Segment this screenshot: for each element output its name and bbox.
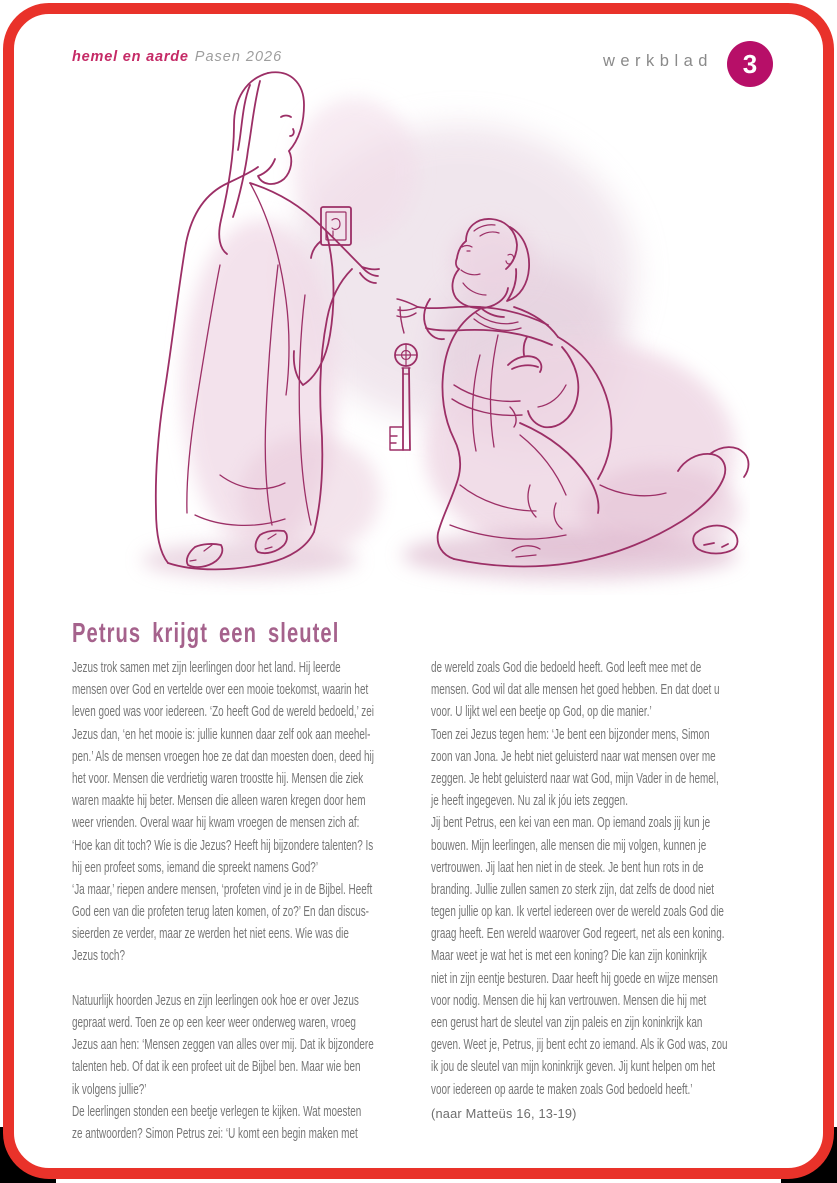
text-line: pen.’ Als de mensen vroegen hoe ze dat dan moesten doen, deed hij — [72, 748, 374, 765]
text-line: voor iedereen op aarde te maken zoals God bedoeld heeft.’ — [431, 1081, 693, 1098]
text-line: ik volgens jullie?’ — [72, 1081, 147, 1098]
text-line: zoon van Jona. Je hebt niet geluisterd naar wat mensen over me — [431, 748, 716, 765]
text-line: niet in zijn eentje besturen. Daar heeft hij goede en wijze mensen — [431, 970, 718, 987]
text-line — [72, 968, 422, 990]
text-line: Jij bent Petrus, een kei van een man. Op iemand zoals jij kun je — [431, 815, 711, 832]
text-line: tegen jullie op kan. Ik vertel iedereen over de wereld zoals God die — [431, 904, 724, 921]
right-text-column — [431, 657, 781, 1101]
text-line: ‘Hoe kan dit toch? Wie is die Jezus? Heeft hij bijzondere talenten? Is — [72, 837, 374, 854]
edition-text: Pasen 2026 — [194, 49, 283, 65]
text-line: geven. Weet je, Petrus, jij bent echt zo iemand. Als ik God was, zou — [431, 1037, 728, 1054]
text-line: Jezus aan hen: ‘Mensen zeggen van alles over mij. Dat ik bijzondere — [72, 1037, 374, 1054]
text-line: Jezus trok samen met zijn leerlingen door het land. Hij leerde — [72, 660, 341, 676]
text-line: Jezus dan, ‘en het mooie is: jullie kunnen daar zelf ook aan meehel- — [72, 726, 371, 743]
text-line: zeggen. Je hebt geluisterd naar wat God, mijn Vader in de hemel, — [431, 770, 719, 787]
text-line: een gerust hart de sleutel van zijn paleis en zijn koninkrijk kan — [431, 1015, 703, 1031]
text-line: talenten heb. Of dat ik een profeet uit de Bijbel ben. Maar wie ben — [72, 1059, 361, 1076]
text-line: mensen. God wil dat alle mensen het goed hebben. En dat doet u — [431, 682, 720, 699]
text-line: ‘Ja maar,’ riepen andere mensen, ‘profeten vind je in de Bijbel. Heeft — [72, 881, 373, 898]
text-line: gepraat werd. Toen ze op een keer weer onderweg waren, vroeg — [72, 1015, 356, 1031]
text-line: bouwen. Mijn leerlingen, alle mensen die mij volgen, kunnen je — [431, 837, 707, 854]
text-line: mensen over God en vertelde over een mooie toekomst, waarin het — [72, 682, 369, 699]
text-line: sieerden ze verder, maar ze werden het niet eens. Wie was die — [72, 926, 349, 943]
jesus-peter-key-illustration — [100, 55, 750, 595]
page-number: 3 — [742, 49, 758, 79]
sheet-label: werkblad — [602, 52, 713, 70]
text-line: leven goed was voor iedereen. ‘Zo heeft God de wereld bedoeld,’ zei — [72, 704, 374, 721]
text-line: graag heeft. Een wereld waarover God regeert, net als een koning. — [431, 926, 725, 943]
left-text-column — [72, 657, 422, 1145]
text-line: Maar weet je wat het is met een koning? Die kan zijn koninkrijk — [431, 948, 707, 965]
text-line: hij een profeet soms, iemand die spreekt namens God?’ — [72, 859, 319, 876]
text-line: branding. Jullie zullen samen zo sterk zijn, dat zelfs de dood niet — [431, 881, 714, 898]
text-line: weer vrienden. Overal waar hij kwam vroegen de mensen zich af: — [72, 815, 360, 832]
source-reference: (naar Matteüs 16, 13-19) — [431, 1106, 577, 1121]
text-line: het voor. Mensen die verdrietig waren troostte hij. Mensen die ziek — [72, 770, 364, 787]
brand-text: hemel en aarde — [72, 49, 189, 65]
text-line: ik jou de sleutel van mijn koninkrijk geven. Jij kunt helpen om het — [431, 1059, 716, 1076]
text-line: de wereld zoals God die bedoeld heeft. God leeft mee met de — [431, 660, 702, 676]
text-line: ze antwoorden? Simon Petrus zei: ‘U komt een begin maken met — [72, 1125, 358, 1142]
text-line: Natuurlijk hoorden Jezus en zijn leerlingen ook hoe er over Jezus — [72, 992, 359, 1009]
text-line: De leerlingen stonden een beetje verlegen te kijken. Wat moesten — [72, 1103, 362, 1120]
text-line: voor. U lijkt wel een beetje op God, op die manier.’ — [431, 704, 652, 721]
text-line: Jezus toch? — [72, 948, 125, 965]
text-line: vertrouwen. Jij laat hen niet in de steek. Je bent hun rots in de — [431, 859, 704, 876]
text-line: God een van die profeten terug laten komen, of zo?’ En dan discus- — [72, 904, 369, 921]
text-line: voor nodig. Mensen die hij kan vertrouwen. Mensen die hij met — [431, 992, 707, 1009]
article-title: Petrus krijgt een sleutel — [72, 616, 340, 648]
text-line: waren maakte hij beter. Mensen die alleen waren kregen door hem — [72, 793, 366, 810]
text-line: Toen zei Jezus tegen hem: ‘Je bent een bijzonder mens, Simon — [431, 726, 710, 743]
text-line: je heeft ingegeven. Nu zal ik jóu iets zeggen. — [431, 793, 628, 810]
